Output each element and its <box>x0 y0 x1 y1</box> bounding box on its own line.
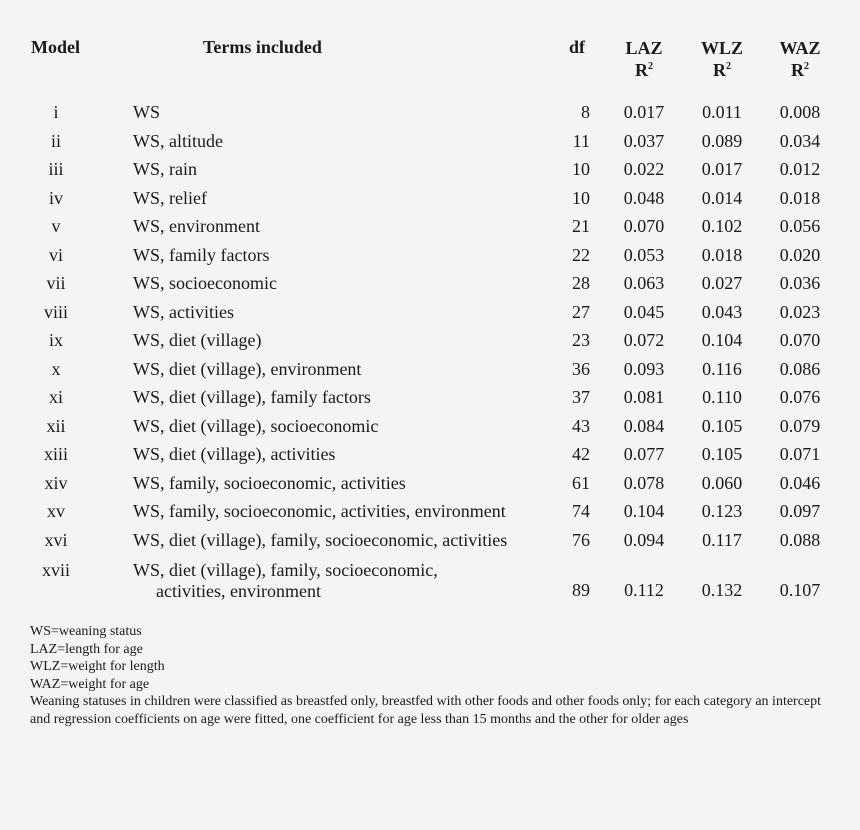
waz-cell: 0.023 <box>779 301 821 322</box>
column-header-model: Model <box>31 37 80 57</box>
terms-cell: WS, family, socioeconomic, activities <box>133 472 406 493</box>
footnote-laz: LAZ=length for age <box>30 641 143 657</box>
df-cell: 61 <box>572 472 590 493</box>
wlz-cell: 0.043 <box>701 301 743 322</box>
waz-cell: 0.056 <box>779 216 821 236</box>
table-footnotes <box>30 623 835 728</box>
terms-cell: WS, diet (village), socioeconomic <box>133 415 379 436</box>
df-cell: 36 <box>572 358 590 379</box>
wlz-cell: 0.110 <box>702 387 742 407</box>
waz-cell: 0.107 <box>779 580 821 600</box>
df-cell: 76 <box>572 529 590 550</box>
laz-cell: 0.063 <box>623 273 665 293</box>
footnote-waz: WAZ=weight for age <box>30 676 150 692</box>
laz-cell: 0.053 <box>623 244 665 265</box>
wlz-cell: 0.027 <box>701 273 743 293</box>
model-cell: xiv <box>44 472 68 493</box>
waz-cell: 0.012 <box>779 159 821 179</box>
model-cell: xvii <box>41 560 70 580</box>
model-cell: vii <box>46 273 66 293</box>
terms-cell <box>133 560 438 602</box>
waz-cell: 0.097 <box>779 501 821 521</box>
laz-cell: 0.017 <box>623 102 665 122</box>
laz-cell: 0.078 <box>623 472 665 493</box>
model-cell: xvi <box>44 529 68 550</box>
terms-line-1: WS, diet (village), family, socioeconomic, <box>133 560 438 580</box>
terms-cell: WS, socioeconomic <box>133 273 277 293</box>
waz-cell: 0.070 <box>779 330 821 350</box>
terms-cell: WS, family factors <box>133 244 270 265</box>
model-cell: xv <box>47 501 65 521</box>
waz-cell: 0.046 <box>779 472 821 493</box>
laz-cell: 0.077 <box>623 444 665 464</box>
waz-cell: 0.036 <box>779 273 821 293</box>
waz-cell: 0.034 <box>779 130 821 151</box>
column-header-wlz <box>692 37 752 81</box>
terms-cell: WS, environment <box>133 216 260 236</box>
terms-line-2: activities, environment <box>156 581 321 601</box>
waz-cell: 0.079 <box>779 415 821 436</box>
terms-cell: WS, activities <box>133 301 234 322</box>
df-cell: 42 <box>572 444 590 464</box>
model-cell: vi <box>48 244 63 265</box>
terms-cell: WS, diet (village), environment <box>133 358 362 379</box>
laz-cell: 0.104 <box>623 501 665 521</box>
model-cell: xii <box>46 415 66 436</box>
laz-cell: 0.045 <box>623 301 665 322</box>
waz-r2: $R^2$ <box>791 60 809 80</box>
laz-cell: 0.022 <box>623 159 665 179</box>
wlz-cell: 0.011 <box>702 102 742 122</box>
model-cell: iv <box>48 187 63 208</box>
wlz-label: WLZ <box>700 38 743 58</box>
terms-cell: WS, rain <box>133 159 197 179</box>
wlz-cell: 0.060 <box>701 472 743 493</box>
column-header-df: df <box>569 37 586 57</box>
model-cell: xiii <box>43 444 68 464</box>
df-cell: 10 <box>572 187 590 208</box>
wlz-cell: 0.132 <box>701 580 743 600</box>
waz-cell: 0.020 <box>779 244 821 265</box>
df-cell: 22 <box>572 244 590 265</box>
model-cell: xi <box>48 387 63 407</box>
model-cell: x <box>51 358 61 379</box>
wlz-cell: 0.123 <box>701 501 743 521</box>
df-cell: 43 <box>572 415 590 436</box>
laz-cell: 0.094 <box>623 529 665 550</box>
wlz-r2: $R^2$ <box>713 60 731 80</box>
wlz-cell: 0.104 <box>701 330 743 350</box>
footnote-wlz: WLZ=weight for length <box>30 659 165 674</box>
df-cell: 27 <box>572 301 590 322</box>
terms-cell: WS, family, socioeconomic, activities, environment <box>133 501 506 521</box>
df-cell: 11 <box>572 130 590 151</box>
laz-cell: 0.081 <box>623 387 665 407</box>
wlz-cell: 0.105 <box>701 415 743 436</box>
terms-cell: WS, diet (village), activities <box>133 444 336 464</box>
laz-cell: 0.048 <box>623 187 665 208</box>
terms-cell: WS, relief <box>133 187 207 208</box>
laz-cell: 0.072 <box>623 330 665 350</box>
laz-r2: $R^2$ <box>635 60 653 80</box>
wlz-cell: 0.105 <box>701 444 743 464</box>
wlz-cell: 0.117 <box>702 529 742 550</box>
laz-cell: 0.070 <box>623 216 665 236</box>
waz-cell: 0.076 <box>779 387 821 407</box>
model-cell: ii <box>50 130 61 151</box>
waz-cell: 0.088 <box>779 529 821 550</box>
terms-cell: WS, diet (village), family, socioeconomic, activities <box>133 529 508 550</box>
model-cell: viii <box>43 301 68 322</box>
model-cell: i <box>53 102 59 122</box>
wlz-cell: 0.014 <box>701 187 743 208</box>
waz-cell: 0.086 <box>779 358 821 379</box>
laz-cell: 0.037 <box>623 130 665 151</box>
waz-label: WAZ <box>779 38 821 58</box>
waz-cell: 0.018 <box>779 187 821 208</box>
wlz-cell: 0.102 <box>701 216 743 236</box>
footnote-weaning-description: Weaning statuses in children were classified as breastfed only, breastfed with other foods and other foods only; for each category an intercept and regression coefficients on age were fitted, one coefficient for age less than 15 months and the other for older ages <box>30 694 822 727</box>
df-cell: 10 <box>572 159 590 179</box>
column-header-terms: Terms included <box>203 37 322 57</box>
laz-cell: 0.112 <box>624 580 664 600</box>
terms-cell: WS <box>133 102 160 122</box>
df-cell: 89 <box>572 580 590 600</box>
model-cell: ix <box>48 330 63 350</box>
footnote-ws: WS=weaning status <box>30 624 142 639</box>
df-cell: 8 <box>581 102 590 122</box>
waz-cell: 0.071 <box>779 444 821 464</box>
wlz-cell: 0.017 <box>701 159 743 179</box>
waz-cell: 0.008 <box>779 102 821 122</box>
df-cell: 23 <box>572 330 590 350</box>
df-cell: 74 <box>572 501 590 521</box>
model-cell: iii <box>48 159 64 179</box>
terms-cell: WS, diet (village) <box>133 330 262 350</box>
column-header-laz <box>614 37 674 81</box>
laz-label: LAZ <box>625 38 663 58</box>
model-cell: v <box>51 216 61 236</box>
df-cell: 28 <box>572 273 590 293</box>
laz-cell: 0.093 <box>623 358 665 379</box>
df-cell: 37 <box>572 387 590 407</box>
laz-cell: 0.084 <box>623 415 665 436</box>
wlz-cell: 0.018 <box>701 244 743 265</box>
column-header-waz <box>770 37 830 81</box>
wlz-cell: 0.116 <box>702 358 742 379</box>
terms-cell: WS, altitude <box>133 130 223 151</box>
terms-cell: WS, diet (village), family factors <box>133 387 371 407</box>
df-cell: 21 <box>572 216 590 236</box>
wlz-cell: 0.089 <box>701 130 743 151</box>
